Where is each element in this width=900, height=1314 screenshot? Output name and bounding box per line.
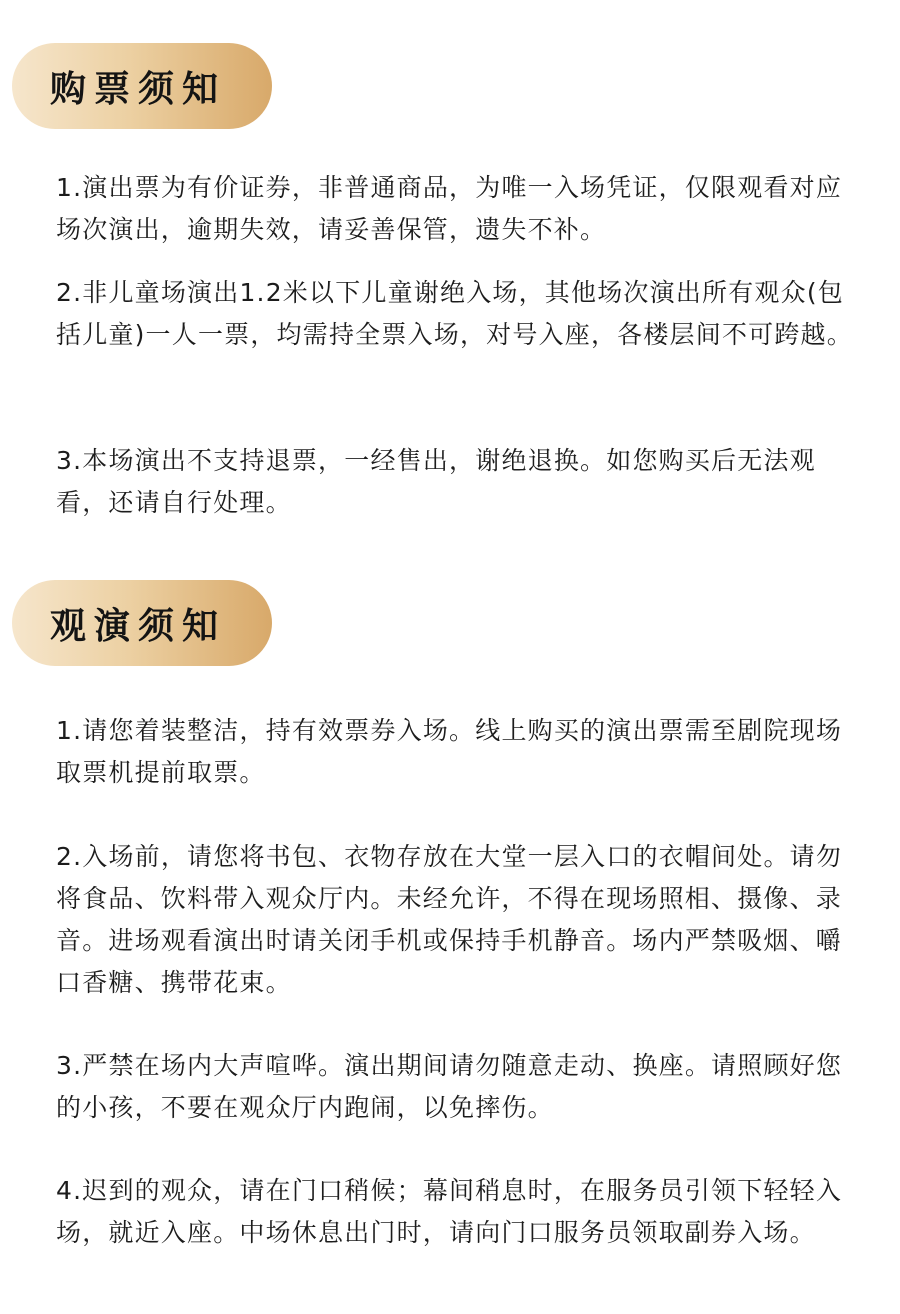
viewing-notice-badge [12,580,272,666]
purchase-notice-item-3: 3.本场演出不支持退票，一经售出，谢绝退换。如您购买后无法观看，还请自行处理。 [56,446,816,517]
purchase-notice-title: 购票须知 [50,68,227,110]
purchase-notice-item-2: 2.非儿童场演出1.2米以下儿童谢绝入场，其他场次演出所有观众(包括儿童)一人一票，均需持全票入场，对号入座，各楼层间不可跨越。 [56,278,853,349]
viewing-notice-title: 观演须知 [50,605,227,647]
purchase-notice-item-1: 1.演出票为有价证券，非普通商品，为唯一入场凭证，仅限观看对应场次演出，逾期失效，请妥善保管，遗失不补。 [56,173,843,244]
viewing-notice-item-2: 2.入场前，请您将书包、衣物存放在大堂一层入口的衣帽间处。请勿将食品、饮料带入观众厅内。未经允许，不得在现场照相、摄像、录音。进场观看演出时请关闭手机或保持手机静音。场内严禁吸烟、嚼口香糖、携带花束。 [56,842,843,997]
viewing-notice-item-1: 1.请您着装整洁，持有效票券入场。线上购买的演出票需至剧院现场取票机提前取票。 [56,716,843,787]
viewing-notice-item-4: 4.迟到的观众，请在门口稍候；幕间稍息时，在服务员引领下轻轻入场，就近入座。中场休息出门时，请向门口服务员领取副券入场。 [56,1176,843,1247]
viewing-notice-item-3: 3.严禁在场内大声喧哗。演出期间请勿随意走动、换座。请照顾好您的小孩，不要在观众厅内跑闹，以免摔伤。 [56,1051,843,1122]
purchase-notice-badge [12,43,272,129]
